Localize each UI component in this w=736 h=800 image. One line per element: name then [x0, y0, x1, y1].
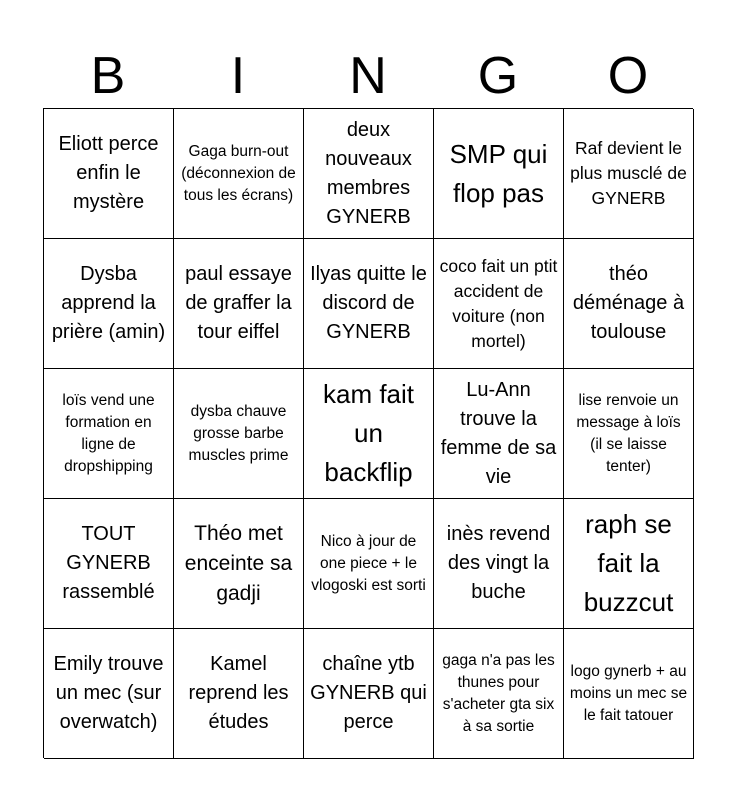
cell-text: deux nouveaux membres GYNERB [325, 118, 412, 228]
cell-text: Emily trouve un mec (sur overwatch) [53, 653, 164, 733]
cell-text: logo gynerb + au moins un mec se le fait tatouer [569, 662, 688, 724]
cell-text: Raf devient le plus musclé de GYNERB [570, 138, 687, 208]
cell-text: théo déménage à toulouse [572, 263, 685, 343]
bingo-cell-r2-c4[interactable] [434, 239, 564, 369]
bingo-cell-r3-c1[interactable] [44, 369, 174, 499]
cell-text: raph se fait la buzzcut [583, 509, 674, 617]
cell-text: dysba chauve grosse barbe muscles prime [188, 402, 289, 464]
bingo-cell-r4-c5[interactable] [564, 499, 694, 629]
bingo-cell-r1-c2[interactable] [174, 109, 304, 239]
cell-text: loïs vend une formation en ligne de dropshipping [62, 391, 155, 475]
bingo-cell-r3-c4[interactable] [434, 369, 564, 499]
cell-text: paul essaye de graffer la tour eiffel [185, 263, 292, 343]
bingo-cell-r5-c2[interactable] [174, 629, 304, 759]
bingo-cell-r5-c5[interactable] [564, 629, 694, 759]
header-letter-b: B [90, 47, 126, 105]
header-letter-i: I [230, 47, 246, 105]
bingo-cell-r4-c3[interactable] [304, 499, 434, 629]
cell-text: Kamel reprend les études [188, 653, 289, 733]
header-letter-o: O [607, 47, 649, 105]
bingo-cell-r1-c1[interactable] [44, 109, 174, 239]
cell-text: Gaga burn-out (déconnexion de tous les écrans) [181, 142, 296, 204]
cell-text: gaga n'a pas les thunes pour s'acheter gta six à sa sortie [442, 651, 555, 735]
bingo-cell-r3-c3[interactable] [304, 369, 434, 499]
cell-text: Dysba apprend la prière (amin) [51, 263, 166, 343]
bingo-cell-r5-c3[interactable] [304, 629, 434, 759]
bingo-cell-r2-c1[interactable] [44, 239, 174, 369]
cell-text: Théo met enceinte sa gadji [184, 521, 293, 605]
bingo-cell-r1-c4[interactable] [434, 109, 564, 239]
header-letter-n: N [349, 47, 387, 105]
cell-text: chaîne ytb GYNERB qui perce [310, 653, 427, 733]
cell-text: inès revend des vingt la buche [446, 523, 551, 603]
cell-text: kam fait un backflip [322, 379, 415, 487]
bingo-cell-r5-c1[interactable] [44, 629, 174, 759]
bingo-cell-r1-c5[interactable] [564, 109, 694, 239]
bingo-header [43, 44, 693, 108]
cell-text: Nico à jour de one piece + le vlogoski est sorti [311, 532, 426, 594]
bingo-grid [43, 108, 693, 758]
cell-text: Lu-Ann trouve la femme de sa vie [440, 378, 557, 488]
bingo-cell-r5-c4[interactable] [434, 629, 564, 759]
cell-text: SMP qui flop pas [449, 138, 548, 208]
bingo-cell-r4-c4[interactable] [434, 499, 564, 629]
bingo-cell-r2-c5[interactable] [564, 239, 694, 369]
bingo-cell-r4-c1[interactable] [44, 499, 174, 629]
header-letter-g: G [477, 47, 519, 105]
cell-text: lise renvoie un message à loïs (il se laisse tenter) [576, 391, 681, 475]
cell-text: TOUT GYNERB rassemblé [62, 523, 155, 603]
bingo-cell-r1-c3[interactable] [304, 109, 434, 239]
cell-text: coco fait un ptit accident de voiture (non mortel) [439, 255, 558, 351]
cell-text: Ilyas quitte le discord de GYNERB [310, 263, 427, 343]
bingo-cell-r4-c2[interactable] [174, 499, 304, 629]
bingo-cell-r2-c3[interactable] [304, 239, 434, 369]
bingo-cell-r3-c2[interactable] [174, 369, 304, 499]
bingo-cell-r3-c5[interactable] [564, 369, 694, 499]
cell-text: Eliott perce enfin le mystère [58, 133, 159, 213]
bingo-cell-r2-c2[interactable] [174, 239, 304, 369]
